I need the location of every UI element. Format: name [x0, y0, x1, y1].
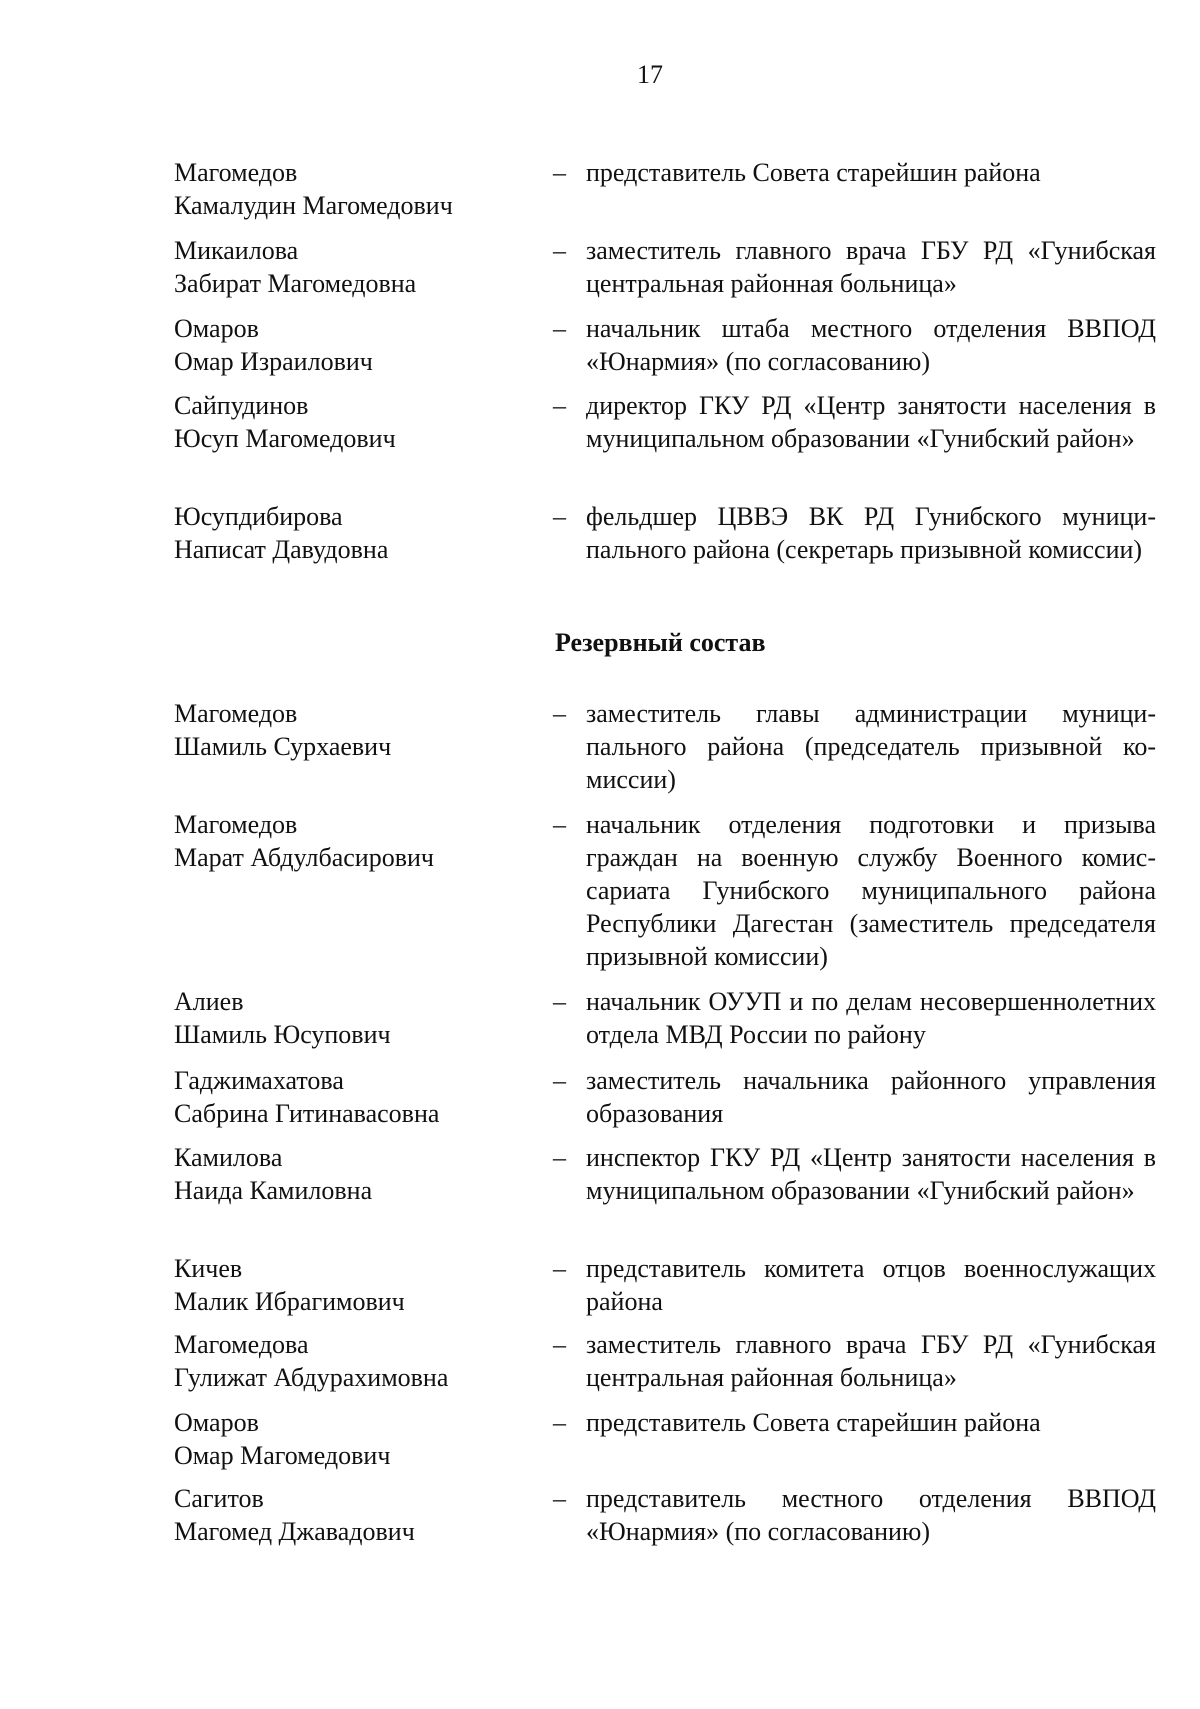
- member-surname: Юсупдибирова: [174, 502, 343, 531]
- dash: –: [553, 1254, 566, 1283]
- member-surname: Сайпудинов: [174, 391, 309, 420]
- member-name: [174, 500, 534, 566]
- member-surname: Сагитов: [174, 1484, 264, 1513]
- dash: –: [553, 314, 566, 343]
- member-role: заместитель главного врача ГБУ РД «Гунибская центральная районная больница»: [586, 1330, 1156, 1392]
- member-given-names: Юсуп Магомедович: [174, 424, 396, 453]
- member-surname: Омаров: [174, 314, 259, 343]
- member-role: начальник ОУУП и по делам несовершеннолетних отдела МВД России по району: [586, 987, 1156, 1049]
- dash: –: [553, 810, 566, 839]
- member-name: [174, 312, 534, 378]
- member-given-names: Гулижат Абдурахимовна: [174, 1363, 449, 1392]
- member-given-names: Шамиль Юсупович: [174, 1020, 391, 1049]
- member-surname: Алиев: [174, 987, 244, 1016]
- member-name: [174, 1482, 534, 1548]
- member-given-names: Шамиль Сурхаевич: [174, 732, 392, 761]
- member-given-names: Омар Израилович: [174, 347, 373, 376]
- member-name: [174, 808, 534, 874]
- member-name: [174, 1406, 534, 1472]
- page-number: 17: [637, 60, 663, 89]
- member-role: заместитель главы администрации муниципального района (председатель призывной комиссии): [586, 699, 1156, 794]
- dash: –: [553, 391, 566, 420]
- member-role: представитель местного отделения ВВПОД «Юнармия» (по согласованию): [586, 1484, 1156, 1546]
- dash: –: [553, 987, 566, 1016]
- member-given-names: Сабрина Гитинавасовна: [174, 1099, 440, 1128]
- member-given-names: Магомед Джавадович: [174, 1517, 415, 1546]
- member-role: начальник штаба местного отделения ВВПОД «Юнармия» (по согласованию): [586, 314, 1156, 376]
- member-role: представитель комитета отцов военнослужащих района: [586, 1254, 1156, 1316]
- member-name: [174, 1064, 534, 1130]
- dash: –: [553, 1066, 566, 1095]
- reserve-heading: Резервный состав: [555, 628, 766, 657]
- member-surname: Камилова: [174, 1143, 283, 1172]
- member-surname: Магомедов: [174, 699, 298, 728]
- member-given-names: Малик Ибрагимович: [174, 1287, 405, 1316]
- member-given-names: Забират Магомедовна: [174, 269, 417, 298]
- member-name: [174, 389, 534, 455]
- member-name: [174, 1252, 534, 1318]
- member-surname: Гаджимахатова: [174, 1066, 344, 1095]
- member-surname: Микаилова: [174, 236, 299, 265]
- member-role: представитель Совета старейшин района: [586, 1408, 1041, 1437]
- member-name: [174, 697, 534, 763]
- dash: –: [553, 699, 566, 728]
- dash: –: [553, 1484, 566, 1513]
- dash: –: [553, 502, 566, 531]
- member-name: [174, 985, 534, 1051]
- member-role: представитель Совета старейшин района: [586, 158, 1041, 187]
- member-role: фельдшер ЦВВЭ ВК РД Гунибского муниципального района (секретарь призывной комиссии): [586, 502, 1156, 564]
- member-surname: Магомедов: [174, 158, 298, 187]
- member-given-names: Омар Магомедович: [174, 1441, 391, 1470]
- dash: –: [553, 1330, 566, 1359]
- member-given-names: Камалудин Магомедович: [174, 191, 453, 220]
- dash: –: [553, 158, 566, 187]
- member-name: [174, 1141, 534, 1207]
- member-role: заместитель начальника районного управления образования: [586, 1066, 1156, 1128]
- dash: –: [553, 1143, 566, 1172]
- member-surname: Магомедов: [174, 810, 298, 839]
- dash: –: [553, 1408, 566, 1437]
- member-name: [174, 234, 534, 300]
- member-given-names: Наида Камиловна: [174, 1176, 373, 1205]
- member-surname: Кичев: [174, 1254, 243, 1283]
- member-given-names: Марат Абдулбасирович: [174, 843, 434, 872]
- member-surname: Магомедова: [174, 1330, 309, 1359]
- member-name: [174, 156, 534, 222]
- member-given-names: Написат Давудовна: [174, 535, 389, 564]
- member-name: [174, 1328, 534, 1394]
- member-role: заместитель главного врача ГБУ РД «Гунибская центральная районная больница»: [586, 236, 1156, 298]
- member-surname: Омаров: [174, 1408, 259, 1437]
- dash: –: [553, 236, 566, 265]
- member-role: инспектор ГКУ РД «Центр занятости населения в муниципальном образовании «Гунибский район»: [586, 1143, 1156, 1205]
- member-role: начальник отделения подготовки и призыва граждан на военную службу Военного комиссариата Гунибского муниципального района Республики Дагестан (заместитель председателя призывной комиссии): [586, 810, 1156, 971]
- member-role: директор ГКУ РД «Центр занятости населения в муниципальном образовании «Гунибский район»: [586, 391, 1156, 453]
